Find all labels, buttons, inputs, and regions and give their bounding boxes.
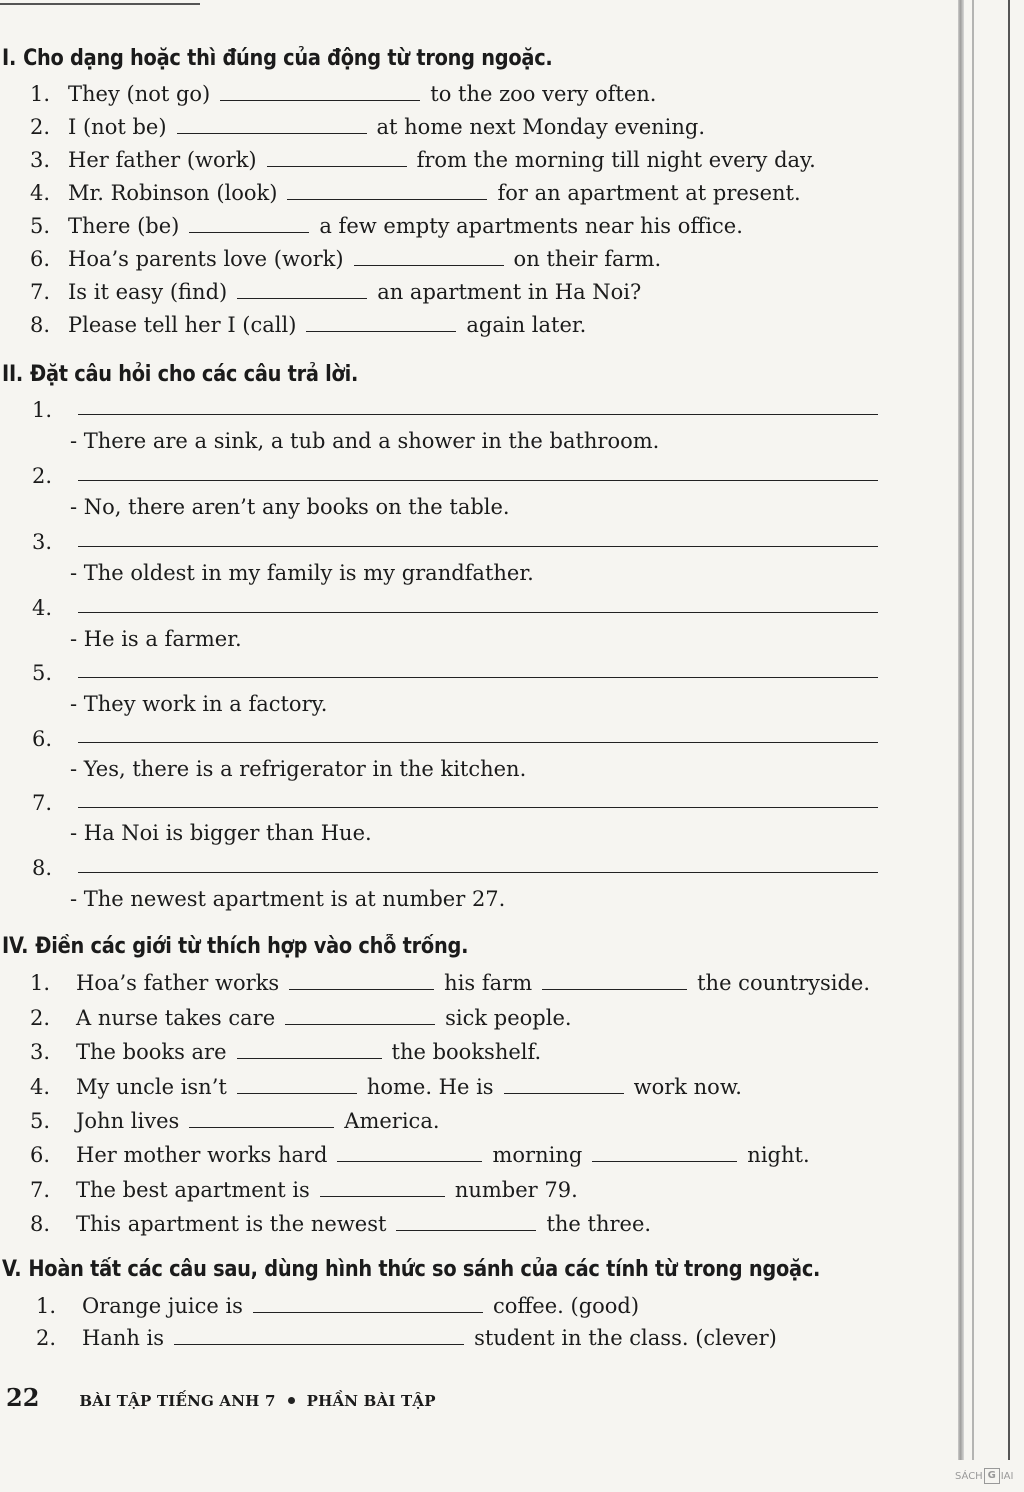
answer-blank[interactable] — [337, 1143, 482, 1162]
exercise-4-item: 7. The best apartment is number 79. — [30, 1178, 578, 1202]
exercise-4-item: 8. This apartment is the newest the three. — [30, 1212, 652, 1236]
exercise-4-item: 2. A nurse takes care sick people. — [30, 1006, 572, 1030]
question-line[interactable] — [78, 546, 878, 547]
answer-blank[interactable] — [542, 971, 687, 990]
answer-blank[interactable] — [189, 1109, 334, 1128]
answer-blank[interactable] — [504, 1075, 624, 1094]
top-rule — [0, 3, 200, 5]
question-line[interactable] — [78, 807, 878, 808]
exercise-1-item: 5. There (be) a few empty apartments near his office. — [30, 214, 743, 238]
question-line[interactable] — [78, 414, 878, 415]
question-number: 1. — [32, 398, 53, 422]
given-answer: - The newest apartment is at number 27. — [70, 887, 506, 911]
section-2-title: II. Đặt câu hỏi cho các câu trả lời. — [2, 362, 359, 387]
question-line[interactable] — [78, 742, 878, 743]
exercise-4-item: 3. The books are the bookshelf. — [30, 1040, 542, 1064]
page-number: 22 — [6, 1383, 40, 1412]
exercise-4-item: 6. Her mother works hard morning night. — [30, 1143, 810, 1167]
given-answer: - He is a farmer. — [70, 627, 242, 651]
question-line[interactable] — [78, 677, 878, 678]
question-number: 8. — [32, 856, 53, 880]
answer-blank[interactable] — [289, 971, 434, 990]
given-answer: - Yes, there is a refrigerator in the kitchen. — [70, 757, 527, 781]
answer-blank[interactable] — [592, 1143, 737, 1162]
answer-blank[interactable] — [174, 1326, 464, 1345]
question-line[interactable] — [78, 612, 878, 613]
question-line[interactable] — [78, 872, 878, 873]
given-answer: - No, there aren’t any books on the table. — [70, 495, 510, 519]
exercise-1-item: 7. Is it easy (find) an apartment in Ha Noi? — [30, 280, 642, 304]
section-4-title: IV. Điền các giới từ thích hợp vào chỗ trống. — [2, 934, 469, 959]
exercise-4-item: 4. My uncle isn’t home. He is work now. — [30, 1075, 742, 1099]
answer-blank[interactable] — [287, 181, 487, 200]
exercise-1-item: 6. Hoa’s parents love (work) on their farm. — [30, 247, 662, 271]
answer-blank[interactable] — [177, 115, 367, 134]
question-number: 4. — [32, 596, 53, 620]
given-answer: - There are a sink, a tub and a shower in the bathroom. — [70, 429, 660, 453]
answer-blank[interactable] — [320, 1178, 445, 1197]
exercise-1-item: 3. Her father (work) from the morning till night every day. — [30, 148, 816, 172]
page-footer — [6, 1383, 436, 1412]
exercise-1-item: 8. Please tell her I (call) again later. — [30, 313, 587, 337]
book-title: BÀI TẬP TIẾNG ANH 7 — [79, 1392, 276, 1410]
page-binding-edge — [958, 0, 1024, 1460]
exercise-4-item: 5. John lives America. — [30, 1109, 440, 1133]
given-answer: - They work in a factory. — [70, 692, 328, 716]
answer-blank[interactable] — [189, 214, 309, 233]
section-5-title: V. Hoàn tất các câu sau, dùng hình thức so sánh của các tính từ trong ngoặc. — [2, 1257, 821, 1282]
question-number: 7. — [32, 791, 53, 815]
exercise-1-item: 1. They (not go) to the zoo very often. — [30, 82, 657, 106]
exercise-1-item: 4. Mr. Robinson (look) for an apartment at present. — [30, 181, 801, 205]
answer-blank[interactable] — [237, 1040, 382, 1059]
given-answer: - The oldest in my family is my grandfather. — [70, 561, 534, 585]
answer-blank[interactable] — [253, 1294, 483, 1313]
question-number: 6. — [32, 727, 53, 751]
exercise-5-item: 1. Orange juice is coffee. (good) — [36, 1294, 640, 1318]
answer-blank[interactable] — [354, 247, 504, 266]
question-number: 5. — [32, 661, 53, 685]
answer-blank[interactable] — [306, 313, 456, 332]
answer-blank[interactable] — [220, 82, 420, 101]
bullet-icon — [288, 1397, 295, 1404]
answer-blank[interactable] — [267, 148, 407, 167]
question-number: 2. — [32, 464, 53, 488]
watermark-logo: SÁCH G IAI — [955, 1468, 1013, 1484]
question-number: 3. — [32, 530, 53, 554]
question-line[interactable] — [78, 480, 878, 481]
section-1-title: I. Cho dạng hoặc thì đúng của động từ trong ngoặc. — [2, 46, 553, 71]
answer-blank[interactable] — [285, 1006, 435, 1025]
answer-blank[interactable] — [237, 1075, 357, 1094]
exercise-1-item: 2. I (not be) at home next Monday evening. — [30, 115, 706, 139]
exercise-5-item: 2. Hanh is student in the class. (clever) — [36, 1326, 777, 1350]
exercise-4-item: 1. Hoa’s father works his farm the countryside. — [30, 971, 871, 995]
answer-blank[interactable] — [237, 280, 367, 299]
book-part: PHẦN BÀI TẬP — [306, 1392, 436, 1410]
answer-blank[interactable] — [396, 1212, 536, 1231]
given-answer: - Ha Noi is bigger than Hue. — [70, 821, 372, 845]
